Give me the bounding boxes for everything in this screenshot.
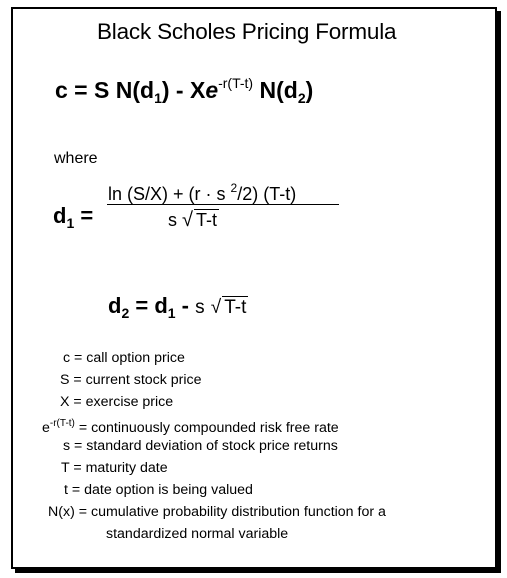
def-symbol: e — [42, 420, 50, 436]
formula-c-exponent: -r(T-t) — [218, 75, 254, 91]
formula-c-tail: N(d — [253, 77, 298, 103]
def-text: standardized normal variable — [106, 526, 289, 542]
formula-c-mid: ) - X — [161, 77, 206, 103]
def-symbol: s — [63, 438, 71, 454]
definition-item: S = current stock price — [60, 372, 202, 388]
d2-sub: 2 — [121, 305, 130, 321]
def-text: date option is being valued — [84, 482, 253, 498]
def-text: maturity date — [85, 460, 168, 476]
d1-numerator — [108, 181, 296, 205]
formula-c-end: ) — [305, 77, 314, 103]
d1-d: d — [53, 203, 67, 228]
d1-label — [53, 203, 93, 231]
definition-item: s = standard deviation of stock price returns — [63, 438, 338, 454]
def-symbol: X — [60, 394, 70, 410]
d1-sub: 1 — [66, 215, 75, 231]
d1-numerator-sup: 2 — [230, 181, 238, 195]
def-text: continuously compounded risk free rate — [91, 420, 339, 436]
def-symbol-sup: -r(T-t) — [49, 418, 75, 429]
def-symbol: T — [61, 460, 70, 476]
definition-item: T = maturity date — [61, 460, 168, 476]
d2-s: s — [195, 297, 205, 318]
d2-root: T-t — [224, 297, 247, 318]
definition-item: N(x) = cumulative probability distribution function for a — [48, 504, 386, 520]
definition-item: X = exercise price — [60, 394, 174, 410]
fraction-bar — [107, 204, 339, 205]
page-title: Black Scholes Pricing Formula — [97, 19, 397, 44]
def-symbol: S — [60, 372, 70, 388]
formula-c-e: e — [205, 77, 219, 103]
call-price-formula — [55, 75, 313, 106]
definition-item: $e^{-r(T-t)}$ = continuously compounded risk free rate — [42, 418, 339, 436]
sqrt-icon: √ — [182, 209, 193, 231]
def-text: current stock price — [85, 372, 202, 388]
def-text: standard deviation of stock price returns — [86, 438, 338, 454]
formula-c-lhs: c = S N(d — [55, 77, 155, 103]
d2-minus: - — [175, 293, 196, 318]
definition-item — [106, 525, 288, 543]
def-text: exercise price — [85, 394, 174, 410]
def-text: cumulative probability distribution function for a — [90, 504, 386, 520]
def-text: call option price — [86, 350, 185, 366]
definition-item: t = date option is being valued — [64, 482, 253, 498]
formula-card — [11, 7, 497, 569]
d1-denominator — [168, 209, 219, 232]
d1-eq: = — [74, 203, 94, 228]
formula-c-sub1: 1 — [154, 90, 162, 106]
def-symbol: c — [63, 350, 71, 366]
def-symbol: t — [64, 482, 68, 498]
d1-numerator-a: ln (S/X) + (r · s — [108, 184, 231, 204]
sqrt-icon: √ — [210, 297, 222, 318]
d1-denominator-s: s — [168, 210, 177, 230]
definition-item: c = call option price — [63, 350, 185, 366]
where-label: where — [54, 150, 98, 167]
d2-eq: = d — [129, 293, 168, 318]
d2-sub1: 1 — [167, 305, 176, 321]
d1-numerator-b: /2) (T-t) — [237, 184, 297, 204]
d2-formula — [108, 293, 248, 321]
d1-denominator-root: T-t — [196, 210, 217, 230]
def-symbol: N(x) — [48, 504, 75, 520]
d2-d: d — [108, 293, 122, 318]
formula-c-sub2: 2 — [297, 90, 306, 106]
